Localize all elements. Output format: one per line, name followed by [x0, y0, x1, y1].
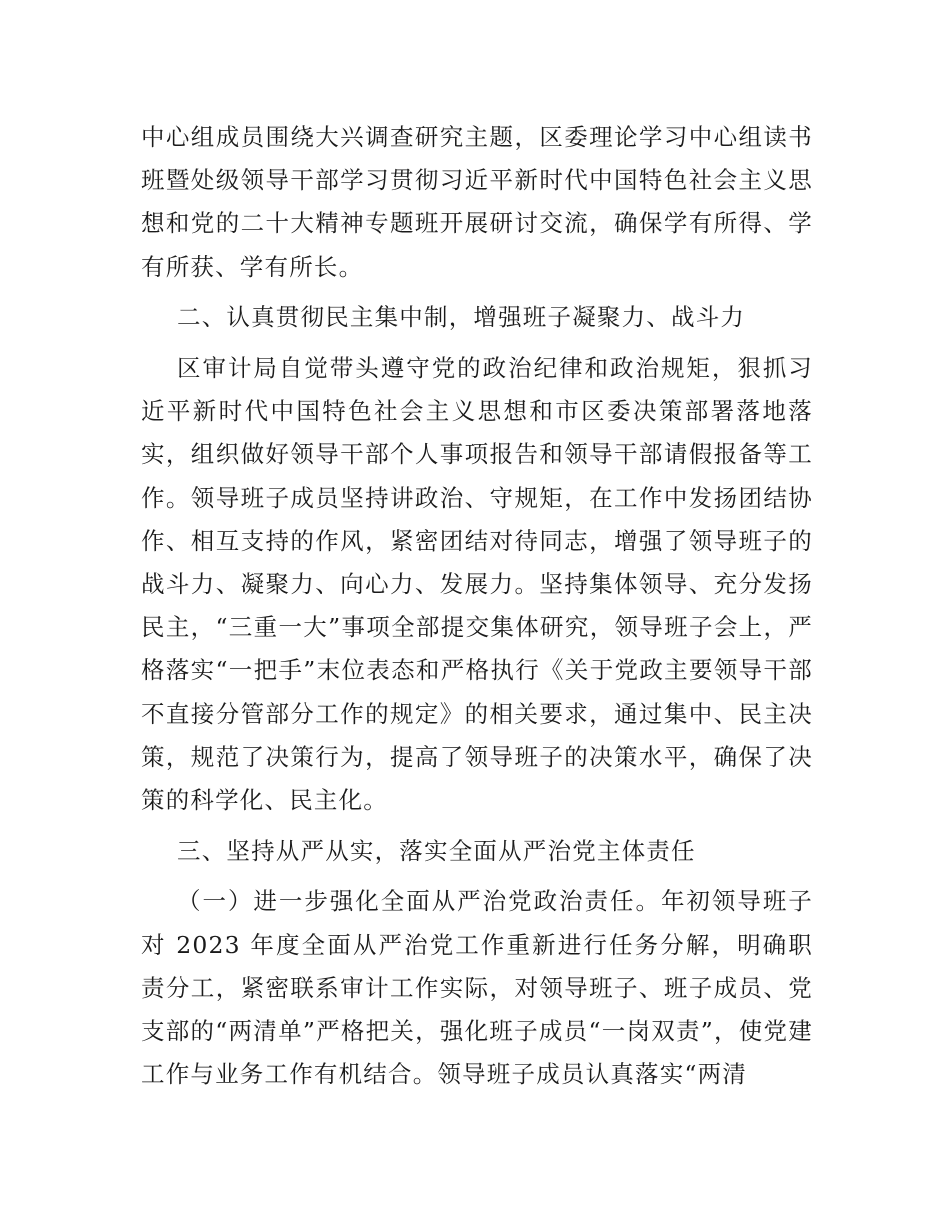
paragraph-democratic-centralism: 区审计局自觉带头遵守党的政治纪律和政治规矩，狠抓习近平新时代中国特色社会主义思想和市区委决策部署落地落实，组织做好领导干部个人事项报告和领导干部请假报备等工作。领导班子成员坚持讲政治、守规矩，在工作中发扬团结协作、相互支持的作风，紧密团结对待同志，增强了领导班子的战斗力、凝聚力、向心力、发展力。坚持集体领导、充分发扬民主，“三重一大”事项全部提交集体研究，领导班子会上，严格落实“一把手”末位表态和严格执行《关于党政主要领导干部不直接分管部分工作的规定》的相关要求，通过集中、民主决策，规范了决策行为，提高了领导班子的决策水平，确保了决策的科学化、民主化。: [141, 354, 813, 815]
section-heading-party-discipline: 三、坚持从严从实，落实全面从严治党主体责任: [177, 836, 696, 865]
section-heading-democratic-centralism: 二、认真贯彻民主集中制，增强班子凝聚力、战斗力: [177, 303, 746, 332]
paragraph-political-responsibility: （一）进一步强化全面从严治党政治责任。年初领导班子对 2023 年度全面从严治党工作重新进行任务分解，明确职责分工，紧密联系审计工作实际，对领导班子、班子成员、党支部的“两清单”严格把关，强化班子成员“一岗双责”，使党建工作与业务工作有机结合。领导班子成员认真落实“两清: [141, 887, 813, 1089]
paragraph-study-summary: 中心组成员围绕大兴调查研究主题，区委理论学习中心组读书班暨处级领导干部学习贯彻习近平新时代中国特色社会主义思想和党的二十大精神专题班开展研讨交流，确保学有所得、学有所获、学有所长。: [141, 123, 813, 281]
document-body: [141, 116, 813, 1104]
